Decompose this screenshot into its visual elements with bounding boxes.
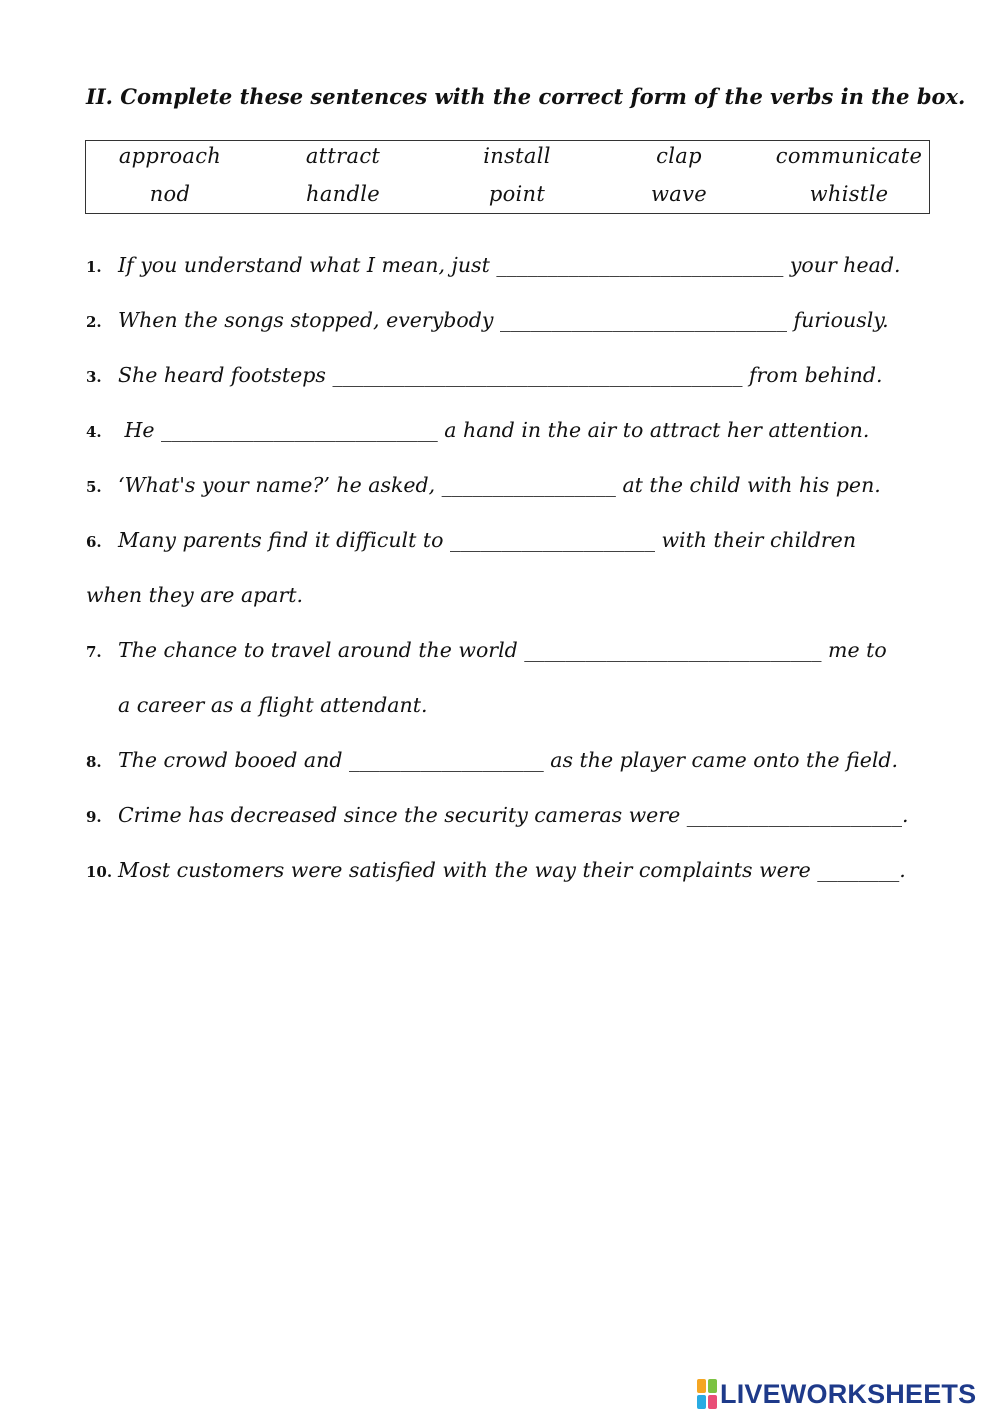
question-9 [86, 803, 916, 827]
word-box-row-1 [86, 144, 929, 174]
question-text: She heard footsteps ________________________________________ from behind. [118, 363, 883, 387]
question-2 [86, 308, 916, 332]
question-number: 8. [86, 753, 102, 771]
word-box-row-2 [86, 182, 929, 212]
word-box [85, 140, 930, 214]
question-10 [86, 858, 916, 882]
question-text: Crime has decreased since the security cameras were _____________________. [118, 803, 909, 827]
question-number: 2. [86, 313, 102, 331]
question-5 [86, 473, 916, 497]
liveworksheets-logo [697, 1378, 976, 1410]
logo-text: LIVEWORKSHEETS [720, 1378, 977, 1409]
word-communicate: communicate [775, 144, 923, 168]
word-point: point [488, 182, 546, 206]
question-text: Most customers were satisfied with the way their complaints were ________. [118, 858, 906, 882]
question-number: 7. [86, 643, 102, 661]
word-clap: clap [656, 144, 702, 168]
word-attract: attract [305, 144, 381, 168]
question-3 [86, 363, 916, 387]
logo-square [708, 1395, 717, 1409]
question-number: 6. [86, 533, 102, 551]
question-number: 5. [86, 478, 102, 496]
question-number: 4. [86, 423, 102, 441]
word-approach: approach [118, 144, 222, 168]
question-text: ‘What's your name?’ he asked, _________________ at the child with his pen. [118, 473, 881, 497]
question-7 [86, 638, 916, 662]
question-6 [86, 528, 916, 552]
logo-square [697, 1379, 706, 1393]
question-number: 9. [86, 808, 102, 826]
question-1 [86, 253, 916, 277]
question-4 [86, 418, 916, 442]
logo-square [697, 1395, 706, 1409]
word-whistle: whistle [809, 182, 889, 206]
question-8 [86, 748, 916, 772]
word-wave: wave [651, 182, 707, 206]
word-handle: handle [306, 182, 380, 206]
word-install: install [483, 144, 551, 168]
question-text: If you understand what I mean, just ____________________________ your head. [118, 253, 901, 277]
question-number: 1. [86, 258, 102, 276]
question-number: 10. [86, 863, 113, 881]
question-text: He ___________________________ a hand in the air to attract her attention. [118, 418, 870, 442]
question-text: The crowd booed and ___________________ as the player came onto the field. [118, 748, 899, 772]
question-text: The chance to travel around the world _____________________________ me to [118, 638, 887, 662]
exercise-title: II. Complete these sentences with the correct form of the verbs in the box. [86, 84, 966, 109]
logo-square [708, 1379, 717, 1393]
question-text: When the songs stopped, everybody ____________________________ furiously. [118, 308, 889, 332]
question-7-continuation: a career as a flight attendant. [118, 693, 428, 717]
liveworksheets-logo-icon [697, 1379, 717, 1409]
word-nod: nod [149, 182, 191, 206]
question-text: Many parents find it difficult to ____________________ with their children [118, 528, 857, 552]
question-number: 3. [86, 368, 102, 386]
question-6-continuation: when they are apart. [86, 583, 304, 607]
